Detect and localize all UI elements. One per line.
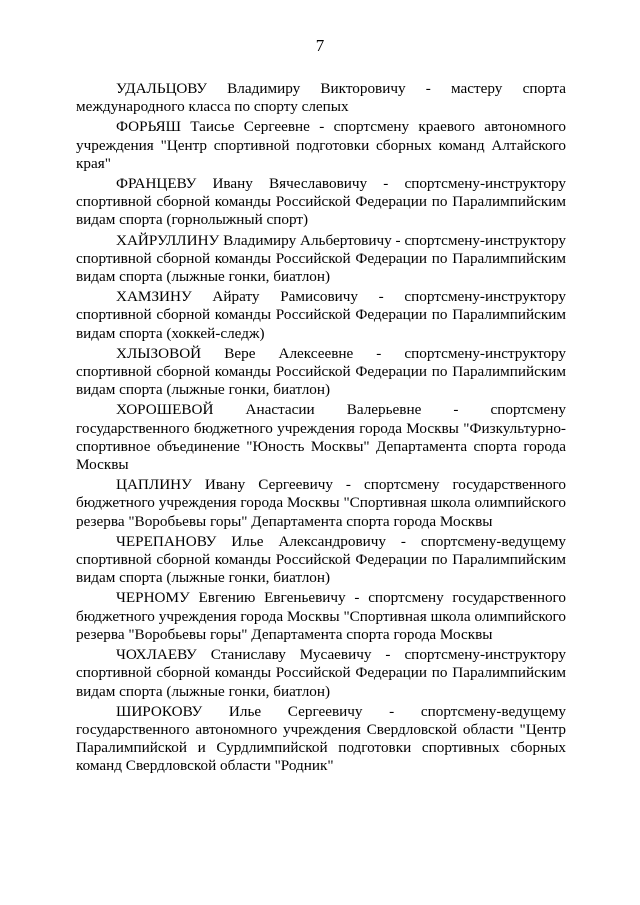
list-entry: ЧЕРНОМУ Евгению Евгеньевичу - спортсмену государственного бюджетного учреждения города Москвы "Спортивная школа олимпийского резерва "Воробьевы горы" Департамента спорта города Москвы bbox=[76, 589, 566, 643]
list-entry: ЧОХЛАЕВУ Станиславу Мусаевичу - спортсмену-инструктору спортивной сборной команды Российской Федерации по Паралимпийским видам спорта (лыжные гонки, биатлон) bbox=[76, 646, 566, 700]
list-entry: ХОРОШЕВОЙ Анастасии Валерьевне - спортсмену государственного бюджетного учреждения города Москвы "Физкультурно-спортивное объединение "Юность Москвы" Департамента спорта города Москвы bbox=[76, 401, 566, 474]
list-entry: ЧЕРЕПАНОВУ Илье Александровичу - спортсмену-ведущему спортивной сборной команды Российской Федерации по Паралимпийским видам спорта (лыжные гонки, биатлон) bbox=[76, 532, 566, 587]
document-body bbox=[76, 80, 566, 778]
list-entry: УДАЛЬЦОВУ Владимиру Викторовичу - мастеру спорта международного класса по спорту слепых bbox=[76, 80, 566, 116]
list-entry: ФРАНЦЕВУ Ивану Вячеславовичу - спортсмену-инструктору спортивной сборной команды Российской Федерации по Паралимпийским видам спорта (горнолыжный спорт) bbox=[76, 175, 566, 229]
list-entry: ХЛЫЗОВОЙ Вере Алексеевне - спортсмену-инструктору спортивной сборной команды Российской Федерации по Паралимпийским видам спорта (лыжные гонки, биатлон) bbox=[76, 344, 566, 399]
list-entry: ФОРЬЯШ Таисье Сергеевне - спортсмену краевого автономного учреждения "Центр спортивной подготовки сборных команд Алтайского края" bbox=[76, 118, 566, 172]
list-entry: ЦАПЛИНУ Ивану Сергеевичу - спортсмену государственного бюджетного учреждения города Москвы "Спортивная школа олимпийского резерва "Воробьевы горы" Департамента спорта города Москвы bbox=[76, 476, 566, 530]
page-number: 7 bbox=[315, 36, 325, 55]
list-entry: ХАЙРУЛЛИНУ Владимиру Альбертовичу - спортсмену-инструктору спортивной сборной команды Российской Федерации по Паралимпийским видам спорта (лыжные гонки, биатлон) bbox=[76, 231, 566, 286]
list-entry: ХАМЗИНУ Айрату Рамисовичу - спортсмену-инструктору спортивной сборной команды Российской Федерации по Паралимпийским видам спорта (хоккей-следж) bbox=[76, 288, 566, 342]
list-entry: ШИРОКОВУ Илье Сергеевичу - спортсмену-ведущему государственного автономного учреждения Свердловской области "Центр Паралимпийской и Сурдлимпийской подготовки спортивных сборных команд Свердловской области "Родник" bbox=[76, 702, 566, 775]
